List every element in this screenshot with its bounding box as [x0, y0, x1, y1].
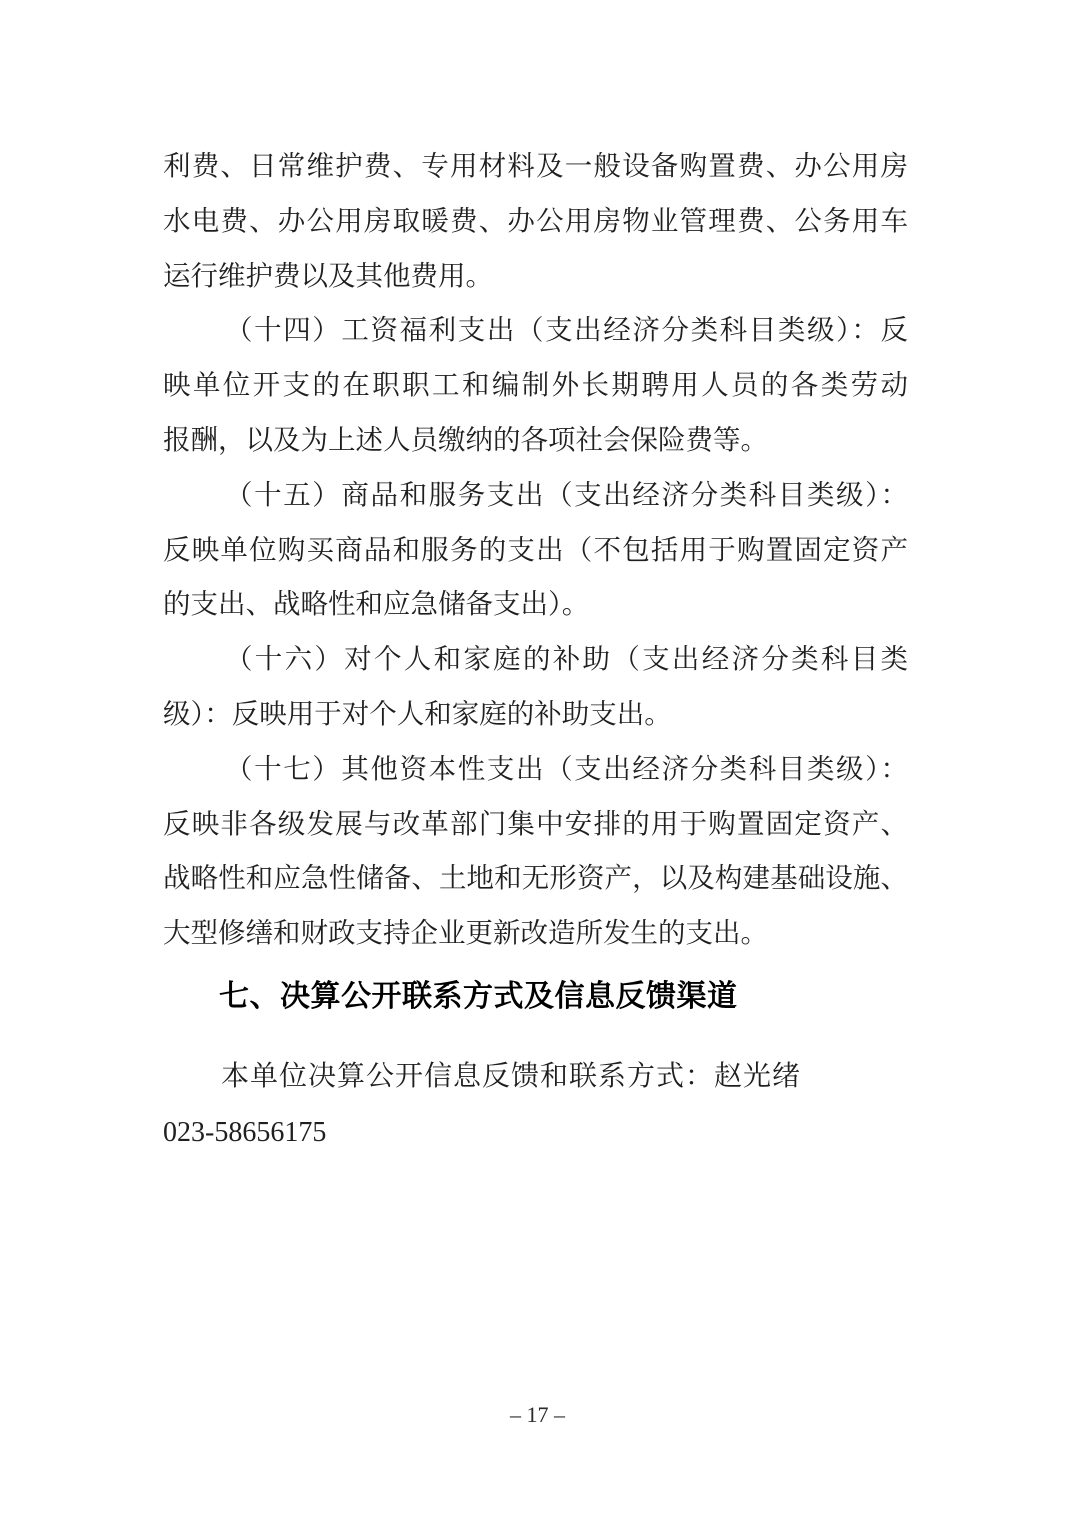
body-text	[163, 139, 908, 961]
body-line: 反映非各级发展与改革部门集中安排的用于购置固定资产、	[163, 807, 908, 839]
contact-block	[163, 1049, 908, 1161]
body-line: 利费、日常维护费、专用材料及一般设备购置费、办公用房	[163, 150, 908, 181]
body-line: （十六）对个人和家庭的补助（支出经济分类科目类	[225, 643, 908, 675]
body-line: 反映单位购买商品和服务的支出（不包括用于购置固定资产	[163, 533, 908, 565]
body-line: 大型修缮和财政支持企业更新改造所发生的支出。	[163, 917, 768, 949]
body-line: 映单位开支的在职职工和编制外长期聘用人员的各类劳动	[163, 369, 908, 401]
section-heading: 七、决算公开联系方式及信息反馈渠道	[219, 980, 738, 1013]
body-line: 运行维护费以及其他费用。	[163, 259, 493, 291]
body-line: 的支出、战略性和应急储备支出）。	[163, 588, 590, 620]
body-line: 级）：反映用于对个人和家庭的补助支出。	[163, 697, 672, 729]
body-line: （十七）其他资本性支出（支出经济分类科目类级）：	[225, 752, 908, 784]
body-line: （十四）工资福利支出（支出经济分类科目类级）：反	[225, 314, 908, 346]
contact-info-line: 本单位决算公开信息反馈和联系方式：赵光绪	[221, 1061, 802, 1092]
body-line: 水电费、办公用房取暖费、办公用房物业管理费、公务用车	[163, 204, 908, 236]
body-line: （十五）商品和服务支出（支出经济分类科目类级）：	[225, 478, 908, 510]
body-line: 战略性和应急性储备、土地和无形资产，以及构建基础设施、	[163, 862, 908, 894]
body-line: 报酬，以及为上述人员缴纳的各项社会保险费等。	[163, 423, 768, 455]
page-number: – 17 –	[510, 1402, 565, 1427]
contact-phone: 023-58656175	[163, 1117, 327, 1148]
